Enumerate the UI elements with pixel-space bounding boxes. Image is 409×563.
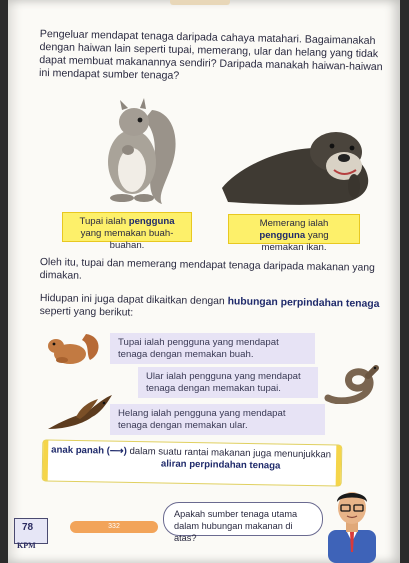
arrow-icon: ⟶ [109,445,124,457]
eagle-image [46,393,112,435]
note-keyword: aliran perpindahan tenaga [160,458,281,472]
arrow-note-box [42,439,343,486]
kpm-label: KPM [17,541,36,550]
caption-text: yang memakan buah-buahan. [80,228,174,251]
small-squirrel-image [46,330,102,366]
otter-caption [228,214,360,253]
note-keyword: ) [123,445,127,457]
intro-paragraph: Pengeluar mendapat tenaga daripada cahaya matahari. Bagaimanakah dengan haiwan lain seperti tupai, memerang, ular dan helang yang tidak dapat membuat makanannya sendiri? Daripada manakah haiwan-haiwan ini mendapat sumber tenaga? [38,28,383,82]
caption-text: yang memakan ikan. [261,230,329,253]
chain-step-squirrel: Tupai ialah pengguna yang mendapat tenaga dengan memakan buah. [110,333,315,364]
caption-keyword: pengguna [128,216,175,227]
otter-image [218,118,374,210]
caption-keyword: pengguna [259,230,306,241]
caption-text: Tupai ialah [79,216,129,227]
squirrel-caption [62,212,192,251]
note-keyword: anak panah ( [51,444,110,457]
teacher-image [322,486,382,563]
note-text: dalam suatu rantai makanan juga menunjukkan [126,445,332,461]
note-bar-left [43,440,49,480]
chain-step-eagle: Helang ialah pengguna yang mendapat tenaga dengan memakan ular. [110,404,325,435]
paragraph-energy-from-food: Oleh itu, tupai dan memerang mendapat tenaga daripada makanan yang dimakan. [39,256,375,282]
paragraph-text: seperti yang berikut: [39,305,134,319]
snake-image [322,360,380,404]
chain-step-snake: Ular ialah pengguna yang mendapat tenaga dengan memakan tupai. [138,367,318,398]
top-tab [170,0,230,5]
question-bubble: Apakah sumber tenaga utama dalam hubungan makanan di atas? [163,502,323,536]
page-number: 78 [22,522,34,533]
footer-tag: 332 [70,521,158,533]
paragraph-text: Hidupan ini juga dapat dikaitkan dengan [39,292,228,308]
note-bar-right [336,446,342,486]
squirrel-image [92,92,182,208]
caption-text: Memerang ialah [259,218,329,229]
paragraph-keyword: hubungan perpindahan tenaga [227,296,380,310]
